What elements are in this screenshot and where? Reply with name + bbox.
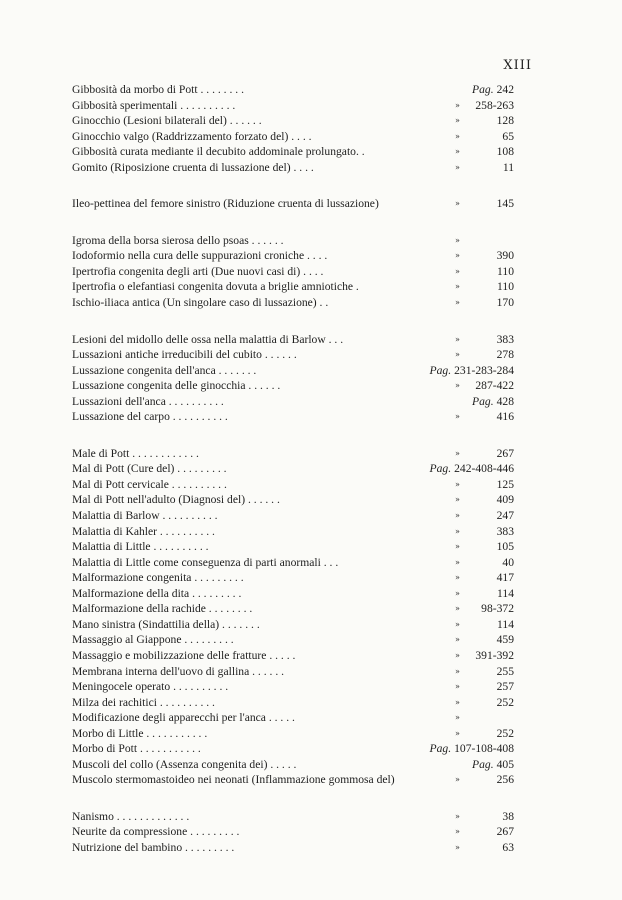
entry-term: Malattia di Barlow . . . . . . . . . . <box>72 509 218 523</box>
index-entry <box>72 632 514 648</box>
ditto-mark: » <box>455 282 460 292</box>
entry-term: Lussazione congenita dell'anca . . . . . . . <box>72 363 257 377</box>
ditto-mark: » <box>455 147 460 157</box>
entry-pages <box>497 524 514 540</box>
index-entry <box>72 378 514 394</box>
entry-pages <box>497 347 514 363</box>
entry-pages <box>475 98 514 114</box>
page-prefix: Pag. <box>429 742 452 756</box>
entry-term: Ischio-iliaca antica (Un singolare caso di lussazione) . . <box>72 296 329 310</box>
entry-pages <box>497 446 514 462</box>
entry-pages <box>475 648 514 664</box>
index-entry <box>72 248 514 264</box>
page-prefix: Pag. <box>472 83 494 96</box>
page-numbers: 242-408-446 <box>454 462 514 476</box>
entry-term: Gibbosità curata mediante il decubito addominale prolungato. . <box>72 145 365 159</box>
entry-term: Morbo di Little . . . . . . . . . . . <box>72 726 208 740</box>
entry-term: Muscoli del collo (Assenza congenita dei) . . . . . <box>72 757 297 771</box>
index-entry <box>72 508 514 524</box>
entry-pages <box>497 570 514 586</box>
entry-pages <box>503 160 514 176</box>
page-numbers: 170 <box>496 296 514 310</box>
ditto-mark: » <box>455 557 460 567</box>
entry-pages <box>430 741 514 757</box>
entry-term: Ginocchio valgo (Raddrizzamento forzato del) . . . . <box>72 129 312 143</box>
entry-term: Male di Pott . . . . . . . . . . . . <box>72 446 199 460</box>
page-numbers: 65 <box>502 129 514 143</box>
entry-term: Mal di Pott cervicale . . . . . . . . . . <box>72 477 227 491</box>
index-group <box>72 809 514 856</box>
ditto-mark: » <box>455 728 460 738</box>
ditto-mark: » <box>455 162 460 172</box>
ditto-mark: » <box>455 542 460 552</box>
entry-term: Malformazione congenita . . . . . . . . . <box>72 571 244 585</box>
entry-pages <box>497 196 514 212</box>
page-numbers: 252 <box>496 726 514 740</box>
ditto-mark: » <box>455 842 460 852</box>
page-numbers: 98-372 <box>481 602 514 616</box>
entry-term: Membrana interna dell'uovo di gallina . . . . . . <box>72 664 285 678</box>
page-numbers: 267 <box>496 446 514 460</box>
page-numbers: 428 <box>496 394 514 408</box>
entry-pages <box>430 363 514 379</box>
entry-pages <box>472 82 514 98</box>
entry-term: Modificazione degli apparecchi per l'anca . . . . . <box>72 711 295 725</box>
entry-term: Malattia di Little . . . . . . . . . . <box>72 540 209 554</box>
entry-term: Ipertrofia o elefantiasi congenita dovuta a briglie amniotiche . <box>72 280 359 294</box>
entry-pages <box>497 279 514 295</box>
entry-pages <box>497 679 514 695</box>
ditto-mark: » <box>455 116 460 126</box>
page-numbers: 383 <box>496 524 514 538</box>
index-entry <box>72 741 514 757</box>
index-entry <box>72 555 514 571</box>
ditto-mark: » <box>455 131 460 141</box>
entry-term: Igroma della borsa sierosa dello psoas . . . . . . <box>72 233 284 247</box>
page-numbers: 278 <box>496 348 514 362</box>
entry-pages <box>497 144 514 160</box>
entry-pages <box>497 586 514 602</box>
entry-pages <box>497 632 514 648</box>
index-entry <box>72 524 514 540</box>
index-entry <box>72 347 514 363</box>
entry-term: Gibbosità da morbo di Pott . . . . . . . . <box>72 83 244 96</box>
page-numbers: 416 <box>496 410 514 424</box>
entry-term: Mal di Pott (Cure del) . . . . . . . . . <box>72 462 227 476</box>
ditto-mark: » <box>455 682 460 692</box>
index-group <box>72 446 514 788</box>
page-prefix: Pag. <box>472 757 494 771</box>
entry-term: Malformazione della rachide . . . . . . . . <box>72 602 253 616</box>
page-numbers: 110 <box>497 280 514 294</box>
index-entry <box>72 279 514 295</box>
entry-pages <box>497 113 514 129</box>
page-numbers: 287-422 <box>475 379 514 393</box>
entry-pages <box>497 824 514 840</box>
page-numbers: 242 <box>496 83 514 96</box>
entry-term: Lussazione congenita delle ginocchia . . . . . . <box>72 379 281 393</box>
index-entry <box>72 98 514 114</box>
ditto-mark: » <box>455 619 460 629</box>
ditto-mark: » <box>455 100 460 110</box>
index-entry <box>72 726 514 742</box>
entry-pages <box>502 840 514 856</box>
entry-pages <box>497 508 514 524</box>
entry-pages <box>502 555 514 571</box>
index-group <box>72 82 514 175</box>
index-entry <box>72 586 514 602</box>
ditto-mark: » <box>455 235 460 245</box>
index-entry <box>72 477 514 493</box>
entry-pages <box>472 757 514 773</box>
entry-term: Malattia di Little come conseguenza di parti anormali . . . <box>72 555 339 569</box>
ditto-mark: » <box>455 511 460 521</box>
page-numbers: 247 <box>496 509 514 523</box>
page-numbers: 258-263 <box>475 98 514 112</box>
entry-pages <box>497 477 514 493</box>
entry-term: Ileo-pettinea del femore sinistro (Riduzione cruenta di lussazione) <box>72 197 379 211</box>
entry-term: Lussazione del carpo . . . . . . . . . . <box>72 410 228 424</box>
ditto-mark: » <box>455 650 460 660</box>
page-numbers: 128 <box>496 114 514 128</box>
page-numbers: 409 <box>496 493 514 507</box>
entry-pages <box>497 772 514 788</box>
ditto-mark: » <box>455 573 460 583</box>
index-entry <box>72 264 514 280</box>
index-entry <box>72 570 514 586</box>
entry-pages <box>497 248 514 264</box>
entry-term: Milza dei rachitici . . . . . . . . . . <box>72 695 215 709</box>
entry-term: Neurite da compressione . . . . . . . . . <box>72 825 240 839</box>
index-entry <box>72 394 514 410</box>
index-entry <box>72 679 514 695</box>
entry-pages <box>475 378 514 394</box>
page-prefix: Pag. <box>429 462 452 476</box>
entry-term: Iodoformio nella cura delle suppurazioni croniche . . . . <box>72 249 328 263</box>
ditto-mark: » <box>455 334 460 344</box>
page-numbers: 125 <box>496 477 514 491</box>
index-entry <box>72 710 514 726</box>
page-numbers: 405 <box>496 757 514 771</box>
ditto-mark: » <box>455 775 460 785</box>
page-prefix: Pag. <box>429 363 452 377</box>
index-entry <box>72 446 514 462</box>
ditto-mark: » <box>455 666 460 676</box>
index-entry <box>72 160 514 176</box>
page-numbers: 390 <box>496 249 514 263</box>
index-entry <box>72 840 514 856</box>
entry-term: Mal di Pott nell'adulto (Diagnosi del) . . . . . . <box>72 493 280 507</box>
index-group <box>72 196 514 212</box>
index-entry <box>72 648 514 664</box>
entry-term: Muscolo stermomastoideo nei neonati (Inflammazione gommosa del) <box>72 773 395 787</box>
index-entry <box>72 461 514 477</box>
page-numbers: 252 <box>496 695 514 709</box>
entry-pages <box>481 601 514 617</box>
entry-term: Morbo di Pott . . . . . . . . . . . <box>72 742 201 756</box>
index-group <box>72 233 514 311</box>
ditto-mark: » <box>455 635 460 645</box>
ditto-mark: » <box>455 350 460 360</box>
entry-term: Mano sinistra (Sindattilia della) . . . . . . . <box>72 617 260 631</box>
entry-term: Massaggio e mobilizzazione delle fratture . . . . . <box>72 648 296 662</box>
page-numbers: 108 <box>496 145 514 159</box>
page-numbers: 105 <box>496 540 514 554</box>
entry-pages <box>430 461 514 477</box>
entry-pages <box>497 539 514 555</box>
ditto-mark: » <box>455 697 460 707</box>
ditto-mark: » <box>455 495 460 505</box>
index-entry <box>72 363 514 379</box>
index-entry <box>72 824 514 840</box>
page-numbers: 63 <box>502 840 514 854</box>
entry-term: Massaggio al Giappone . . . . . . . . . <box>72 633 234 647</box>
index-entry <box>72 492 514 508</box>
entry-term: Lussazioni antiche irreducibili del cubito . . . . . . <box>72 348 297 362</box>
page-numbers: 114 <box>497 586 514 600</box>
index-entry <box>72 233 514 249</box>
index-group <box>72 332 514 425</box>
index-entry <box>72 695 514 711</box>
ditto-mark: » <box>455 298 460 308</box>
page-numbers: 107-108-408 <box>454 742 514 756</box>
index-entry <box>72 809 514 825</box>
ditto-mark: » <box>455 588 460 598</box>
entry-term: Ginocchio (Lesioni bilaterali del) . . . . . . <box>72 114 262 128</box>
ditto-mark: » <box>455 827 460 837</box>
entry-term: Nutrizione del bambino . . . . . . . . . <box>72 840 235 854</box>
entry-term: Gibbosità sperimentali . . . . . . . . . . <box>72 98 236 112</box>
entry-pages <box>497 409 514 425</box>
index-entry <box>72 196 514 212</box>
entry-term: Meningocele operato . . . . . . . . . . <box>72 680 229 694</box>
page-numbers: 417 <box>496 571 514 585</box>
entry-pages <box>497 295 514 311</box>
index-entry <box>72 332 514 348</box>
page-numbers: 255 <box>496 664 514 678</box>
page-numbers: 257 <box>496 680 514 694</box>
entry-pages <box>497 492 514 508</box>
index-entry <box>72 409 514 425</box>
page-numbers: 40 <box>502 555 514 569</box>
ditto-mark: » <box>455 604 460 614</box>
entry-pages <box>502 809 514 825</box>
entry-term: Lesioni del midollo delle ossa nella malattia di Barlow . . . <box>72 332 344 346</box>
entry-pages <box>497 695 514 711</box>
entry-pages <box>472 394 514 410</box>
entry-pages <box>497 617 514 633</box>
entry-pages <box>497 664 514 680</box>
entry-pages <box>497 264 514 280</box>
ditto-mark: » <box>455 526 460 536</box>
page-number: XIII <box>503 58 532 73</box>
index-entry <box>72 113 514 129</box>
entry-term: Gomito (Riposizione cruenta di lussazione del) . . . . <box>72 160 314 174</box>
index-entry <box>72 539 514 555</box>
ditto-mark: » <box>455 266 460 276</box>
entry-term: Malattia di Kahler . . . . . . . . . . <box>72 524 215 538</box>
ditto-mark: » <box>455 412 460 422</box>
ditto-mark: » <box>455 811 460 821</box>
index-list <box>72 82 514 877</box>
entry-pages <box>497 726 514 742</box>
index-entry <box>72 757 514 773</box>
index-entry <box>72 129 514 145</box>
page-numbers: 114 <box>497 617 514 631</box>
entry-pages <box>502 129 514 145</box>
index-entry <box>72 664 514 680</box>
index-entry <box>72 82 514 98</box>
entry-term: Malformazione della dita . . . . . . . . . <box>72 586 242 600</box>
page-numbers: 38 <box>502 809 514 823</box>
ditto-mark: » <box>455 381 460 391</box>
index-entry <box>72 601 514 617</box>
page-numbers: 231-283-284 <box>454 363 514 377</box>
entry-term: Ipertrofia congenita degli arti (Due nuovi casi di) . . . . <box>72 264 324 278</box>
page-numbers: 383 <box>496 332 514 346</box>
ditto-mark: » <box>455 713 460 723</box>
page-numbers: 391-392 <box>475 648 514 662</box>
page-numbers: 267 <box>496 825 514 839</box>
ditto-mark: » <box>455 448 460 458</box>
page-numbers: 256 <box>496 773 514 787</box>
page-numbers: 459 <box>496 633 514 647</box>
index-entry <box>72 772 514 788</box>
page-prefix: Pag. <box>472 394 494 408</box>
entry-term: Lussazioni dell'anca . . . . . . . . . . <box>72 394 224 408</box>
page-numbers: 145 <box>496 197 514 211</box>
ditto-mark: » <box>455 251 460 261</box>
index-entry <box>72 144 514 160</box>
ditto-mark: » <box>455 199 460 209</box>
page-numbers: 110 <box>497 264 514 278</box>
entry-pages <box>497 332 514 348</box>
page-numbers: 11 <box>502 160 514 174</box>
entry-term: Nanismo . . . . . . . . . . . . . <box>72 809 190 823</box>
index-entry <box>72 617 514 633</box>
index-entry <box>72 295 514 311</box>
ditto-mark: » <box>455 479 460 489</box>
